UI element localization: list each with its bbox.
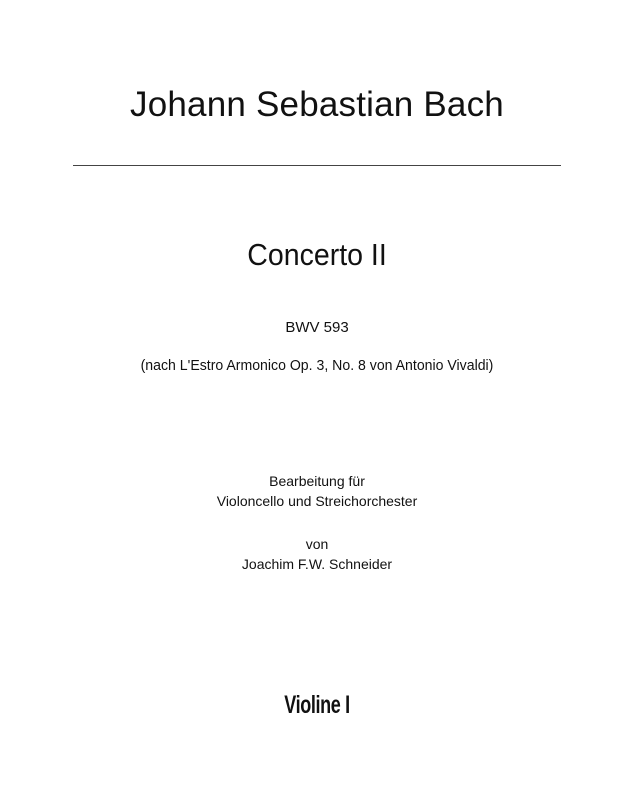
work-title: Concerto II	[247, 237, 387, 272]
arrangement-line-2: Violoncello und Streichorchester	[216, 493, 418, 509]
arranger-name: Joachim F.W. Schneider	[241, 556, 393, 572]
catalog-number: BWV 593	[285, 319, 349, 336]
arrangement-line-1: Bearbeitung für	[269, 473, 365, 489]
source-note: (nach L'Estro Armonico Op. 3, No. 8 von Antonio Vivaldi)	[140, 357, 494, 374]
part-label: Violine I	[284, 691, 350, 719]
arrangement-by: von	[305, 536, 329, 552]
divider-rule	[73, 165, 561, 166]
composer-name: Johann Sebastian Bach	[130, 85, 504, 124]
